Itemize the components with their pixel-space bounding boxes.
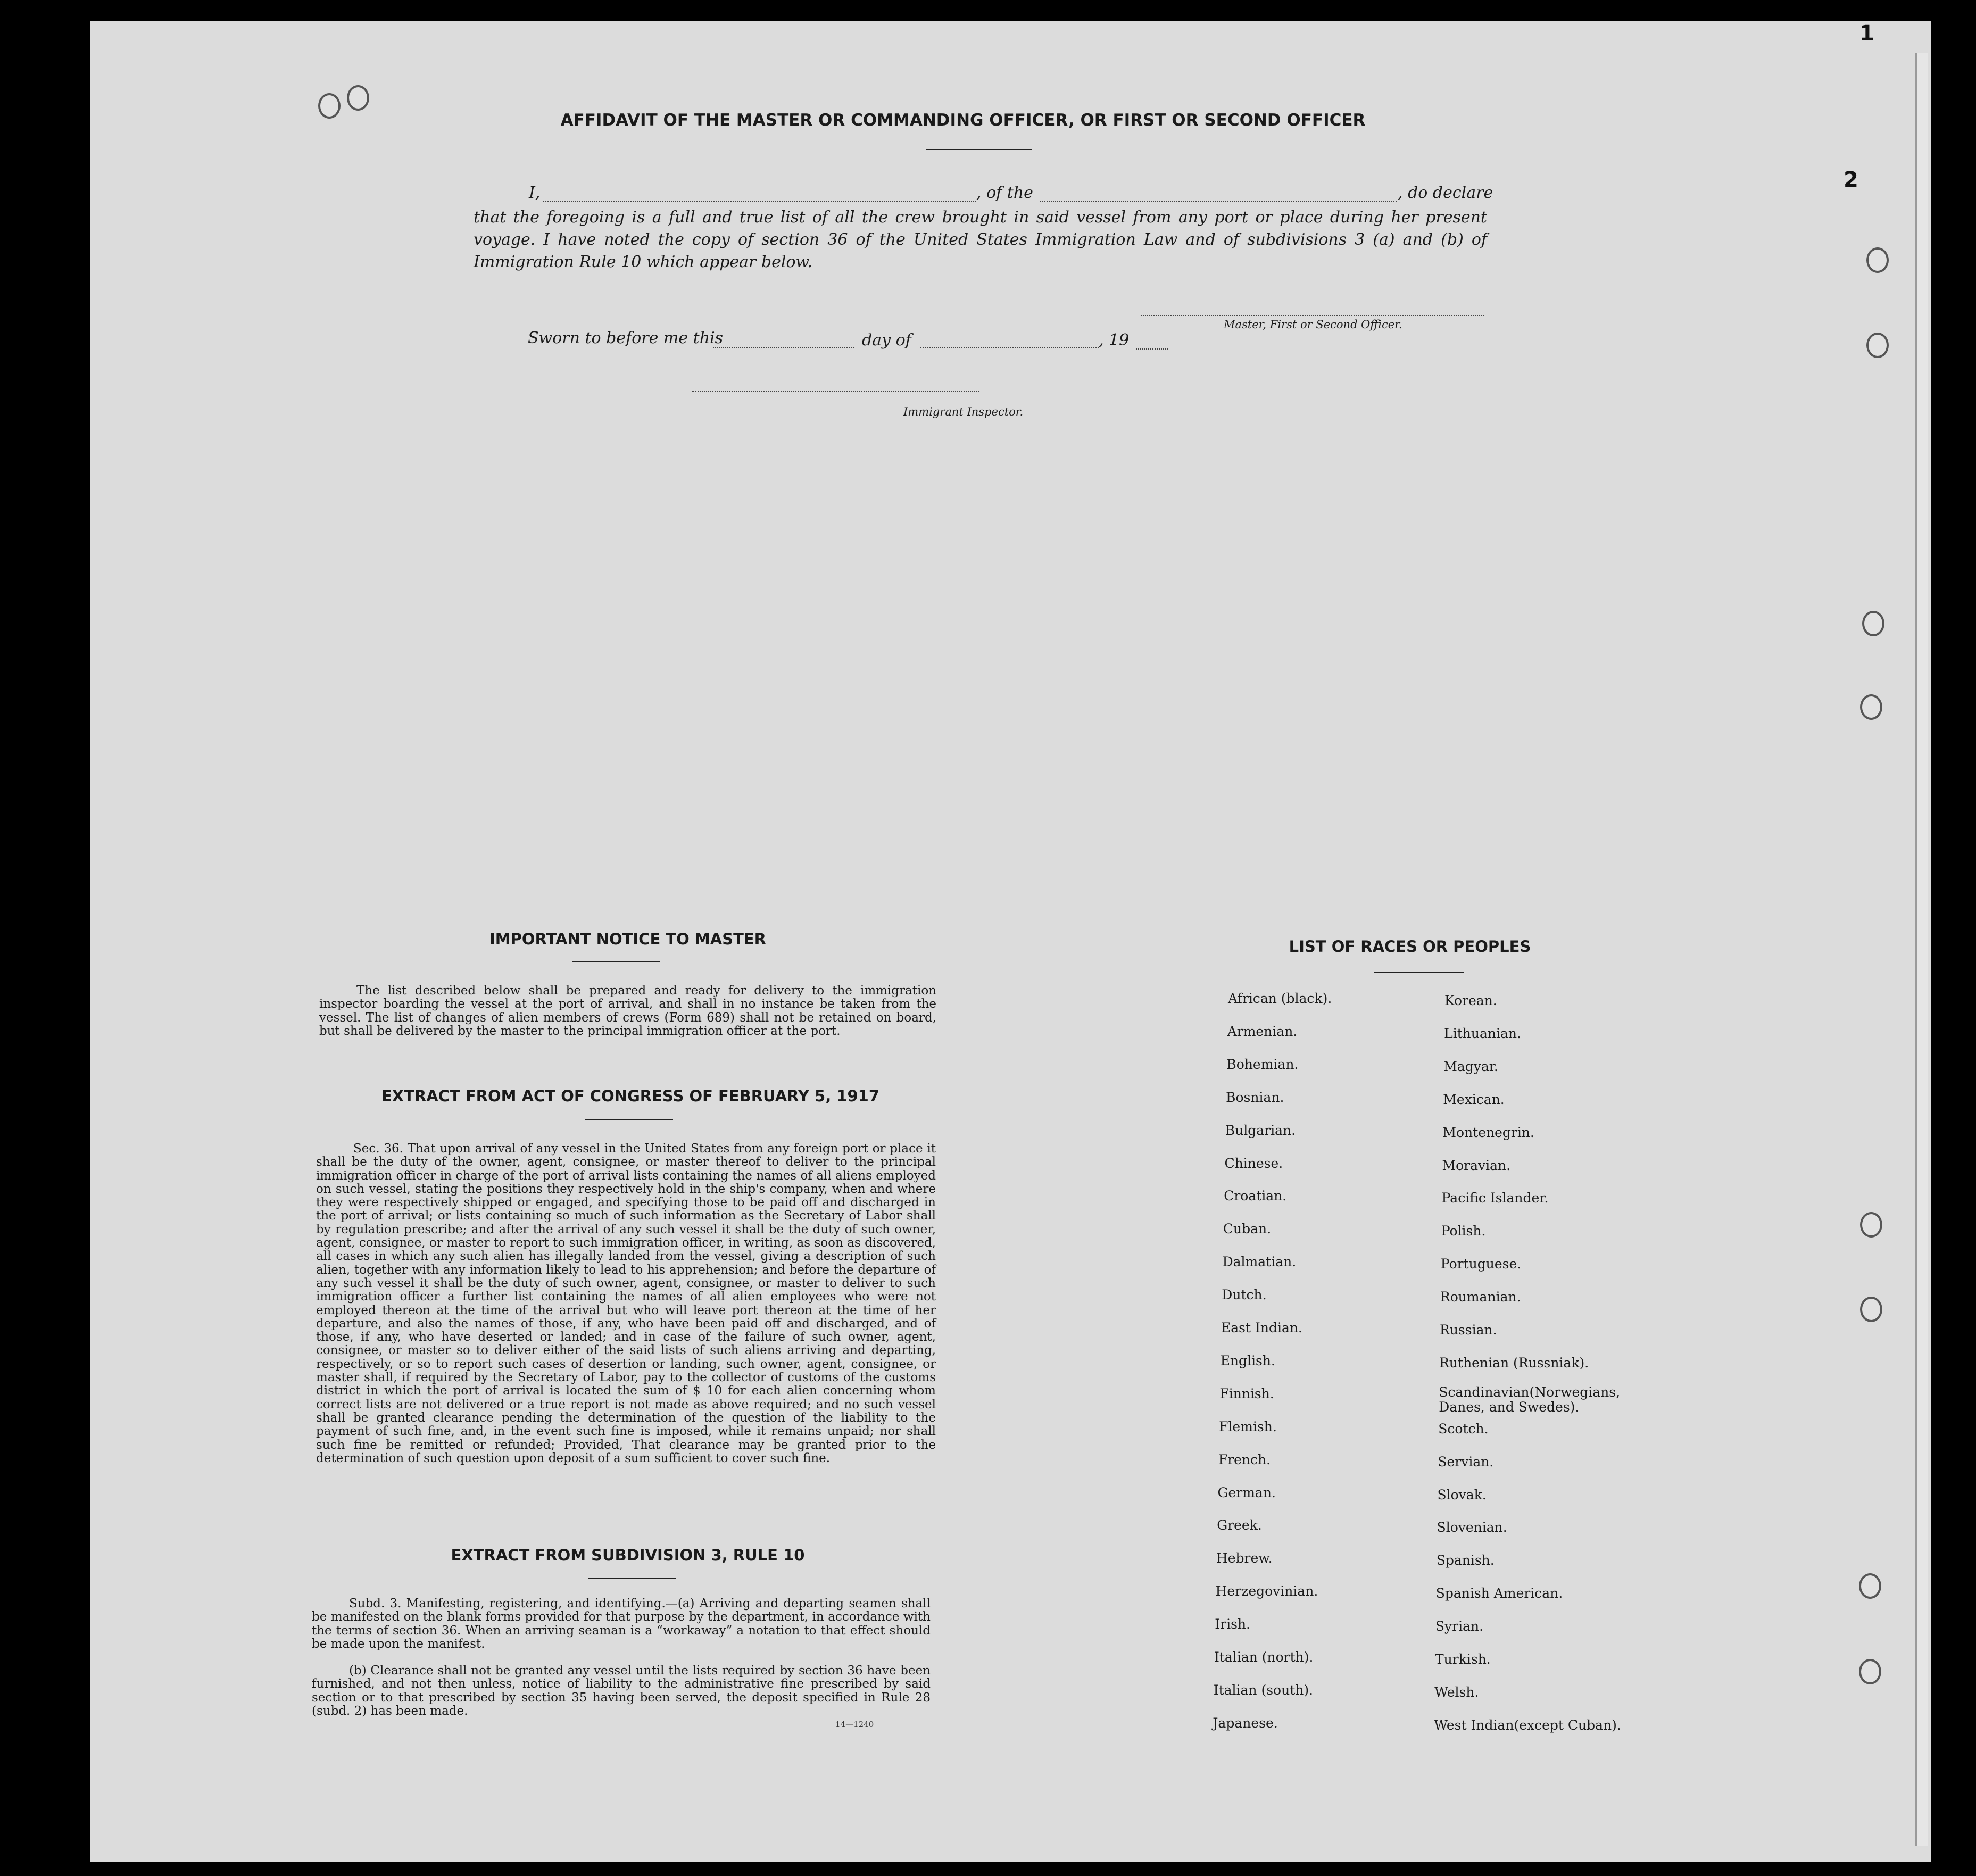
sworn-label: Sworn to before me this xyxy=(528,329,724,347)
race-item: Chinese. xyxy=(1224,1155,1283,1171)
rule-para-a: Subd. 3. Manifesting, registering, and identifying.—(a) Arriving and departing seamen shall be manifested on the blank forms provided for that purpose by the department, in accordance with the terms of section 36. When an arriving seaman is a “workaway” a notation to that effect should be made upon the manifest. xyxy=(312,1597,931,1651)
race-item: Montenegrin. xyxy=(1442,1124,1534,1140)
sworn-year-field[interactable] xyxy=(1136,348,1168,350)
race-item: Bulgarian. xyxy=(1225,1122,1296,1138)
race-item: Spanish. xyxy=(1436,1553,1495,1568)
race-item: Cuban. xyxy=(1223,1221,1272,1237)
race-item: Korean. xyxy=(1444,993,1497,1008)
race-item: Ruthenian (Russniak). xyxy=(1439,1355,1589,1371)
vessel-name-field[interactable] xyxy=(1040,201,1397,202)
race-item: Turkish. xyxy=(1435,1651,1491,1667)
race-item: Italian (south). xyxy=(1213,1682,1314,1698)
race-item: Japanese. xyxy=(1213,1715,1278,1731)
race-item: Bosnian. xyxy=(1226,1089,1284,1105)
act-title-rule xyxy=(585,1119,673,1120)
form-sheet xyxy=(90,21,1931,1862)
race-item: Mexican. xyxy=(1443,1091,1505,1107)
year-label: , 19 xyxy=(1099,331,1130,350)
affidavit-i: I, xyxy=(529,184,541,202)
race-item: Scotch. xyxy=(1438,1421,1489,1437)
punch-hole-icon xyxy=(1859,1573,1881,1599)
act-title: EXTRACT FROM ACT OF CONGRESS OF FEBRUARY 5, 1917 xyxy=(381,1087,880,1105)
race-item: Hebrew. xyxy=(1216,1550,1273,1566)
punch-hole-icon xyxy=(1866,333,1889,358)
master-signature-line[interactable] xyxy=(1141,315,1484,316)
race-item: Greek. xyxy=(1217,1517,1262,1533)
punch-hole-icon xyxy=(1860,1212,1882,1238)
race-item: Bohemian. xyxy=(1226,1056,1299,1072)
affidavit-title: AFFIDAVIT OF THE MASTER OR COMMANDING OFFICER, OR FIRST OR SECOND OFFICER xyxy=(560,111,1366,130)
inspector-signature-line[interactable] xyxy=(692,391,979,392)
race-item: Dutch. xyxy=(1222,1287,1267,1303)
race-item: Roumanian. xyxy=(1440,1289,1521,1305)
punch-hole-icon xyxy=(1866,247,1889,273)
race-item: Finnish. xyxy=(1219,1385,1274,1401)
race-item: African (black). xyxy=(1228,991,1332,1006)
punch-hole-icon xyxy=(1859,1659,1881,1684)
affidavit-title-rule xyxy=(926,149,1032,150)
punch-hole-icon xyxy=(347,85,369,111)
race-item: Armenian. xyxy=(1227,1023,1298,1039)
affidavit-declare: , do declare xyxy=(1398,184,1493,202)
race-item: German. xyxy=(1217,1484,1276,1500)
race-item: Pacific Islander. xyxy=(1441,1190,1549,1206)
rule-title-rule xyxy=(588,1578,676,1579)
race-item: Dalmatian. xyxy=(1222,1254,1297,1270)
race-item: Irish. xyxy=(1215,1616,1250,1632)
race-item: Scandinavian(Norwegians, Danes, and Swedes). xyxy=(1439,1384,1621,1415)
race-item: East Indian. xyxy=(1221,1320,1302,1335)
race-item: Herzegovinian. xyxy=(1215,1583,1318,1599)
affidavit-of-the: , of the xyxy=(976,184,1033,202)
form-number: 14—1240 xyxy=(835,1720,874,1729)
notice-title-rule xyxy=(572,961,660,962)
race-item: Italian (north). xyxy=(1214,1649,1314,1665)
race-item: Russian. xyxy=(1440,1322,1497,1338)
race-item: Flemish. xyxy=(1219,1418,1277,1434)
race-item: French. xyxy=(1218,1451,1271,1467)
page-number-side: 2 xyxy=(1844,168,1858,192)
race-item: West Indian(except Cuban). xyxy=(1434,1717,1621,1733)
race-item: Moravian. xyxy=(1442,1157,1511,1173)
race-item: Polish. xyxy=(1441,1223,1486,1239)
sworn-day-field[interactable] xyxy=(713,347,854,348)
notice-title: IMPORTANT NOTICE TO MASTER xyxy=(489,930,767,948)
punch-hole-icon xyxy=(1860,1297,1882,1322)
race-item: Welsh. xyxy=(1434,1684,1479,1700)
inspector-caption: Immigrant Inspector. xyxy=(903,405,1024,418)
race-item: Slovenian. xyxy=(1437,1520,1507,1535)
page-number-corner: 1 xyxy=(1859,21,1874,46)
race-item: Magyar. xyxy=(1443,1058,1498,1074)
master-name-field[interactable] xyxy=(543,201,976,202)
master-caption: Master, First or Second Officer. xyxy=(1224,318,1402,331)
punch-hole-icon xyxy=(1862,611,1884,636)
punch-hole-icon xyxy=(1860,694,1882,720)
races-title: LIST OF RACES OR PEOPLES xyxy=(1289,937,1531,956)
race-item: Portuguese. xyxy=(1440,1256,1522,1272)
page-edge xyxy=(1915,53,1928,1846)
day-of-label: day of xyxy=(862,331,911,350)
punch-hole-icon xyxy=(318,93,341,119)
race-item: Croatian. xyxy=(1224,1188,1287,1204)
affidavit-body: that the foregoing is a full and true list of all the crew brought in said vessel from any port or place during her present voyage. I have noted the copy of section 36 of the United States Immigration Law and of subdivisions 3 (a) and (b) of Immigration Rule 10 which appear below. xyxy=(474,208,1487,271)
race-item: Spanish American. xyxy=(1435,1586,1563,1601)
sworn-month-field[interactable] xyxy=(920,347,1099,348)
race-item: Servian. xyxy=(1438,1454,1494,1470)
notice-body: The list described below shall be prepared and ready for delivery to the immigration inspector boarding the vessel at the port of arrival, and shall in no instance be taken from the vessel. The list of changes of alien members of crews (Form 689) shall not be retained on board, but shall be delivered by the master to the principal immigration officer at the port. xyxy=(319,984,936,1038)
act-body: Sec. 36. That upon arrival of any vessel in the United States from any foreign port or place it shall be the duty of the owner, agent, consignee, or master thereof to deliver to the principal immigration officer in charge of the port of arrival lists containing the names of all aliens employed on such vessel, stating the positions they respectively hold in the ship's company, when and where they were respectively shipped or engaged, and specifying those to be paid off and discharged in the port of arrival; or lists containing so much of such information as the Secretary of Labor shall by regulation prescribe; and after the arrival of any such vessel it shall be the duty of such owner, agent, consignee, or master to report to such immigration officer, in writing, as soon as discovered, all cases in which any such alien has illegally landed from the vessel, giving a description of such alien, together with any information likely to lead to his apprehension; and before the departure of any such vessel it shall be the duty of such owner, agent, consignee, or master to deliver to such immigration officer a further list containing the names of all alien employees who were not employed thereon at the time of the arrival but who will leave port thereon at the time of her departure, and also the names of those, if any, who have been paid off and discharged, and of those, if any, who have deserted or landed; and in case of the failure of such owner, agent, consignee, or master so to deliver either of the said lists of such aliens arriving and departing, respectively, or so to report such cases of desertion or landing, such owner, agent, consignee, or master shall, if required by the Secretary of Labor, pay to the collector of customs of the customs district in which the port of arrival is located the sum of $ 10 for each alien concerning whom correct lists are not delivered or a true report is not made as above required; and no such vessel shall be granted clearance pending the determination of the question of the liability to the payment of such fine, and, in the event such fine is imposed, while it remains unpaid; nor shall such fine be remitted or refunded; Provided, That clearance may be granted prior to the determination of such question upon deposit of a sum sufficient to cover such fine. xyxy=(316,1142,936,1465)
rule-para-b: (b) Clearance shall not be granted any vessel until the lists required by section 36 have been furnished, and not then unless, notice of liability to the administrative fine prescribed by said section or to that prescribed by section 35 having been served, the deposit specified in Rule 28 (subd. 2) has been made. xyxy=(312,1664,931,1718)
race-item: Syrian. xyxy=(1435,1618,1484,1634)
race-item: English. xyxy=(1220,1352,1275,1368)
race-item: Lithuanian. xyxy=(1444,1025,1521,1041)
rule-title: EXTRACT FROM SUBDIVISION 3, RULE 10 xyxy=(451,1546,805,1564)
race-item: Slovak. xyxy=(1437,1487,1487,1503)
races-title-rule xyxy=(1374,972,1464,973)
